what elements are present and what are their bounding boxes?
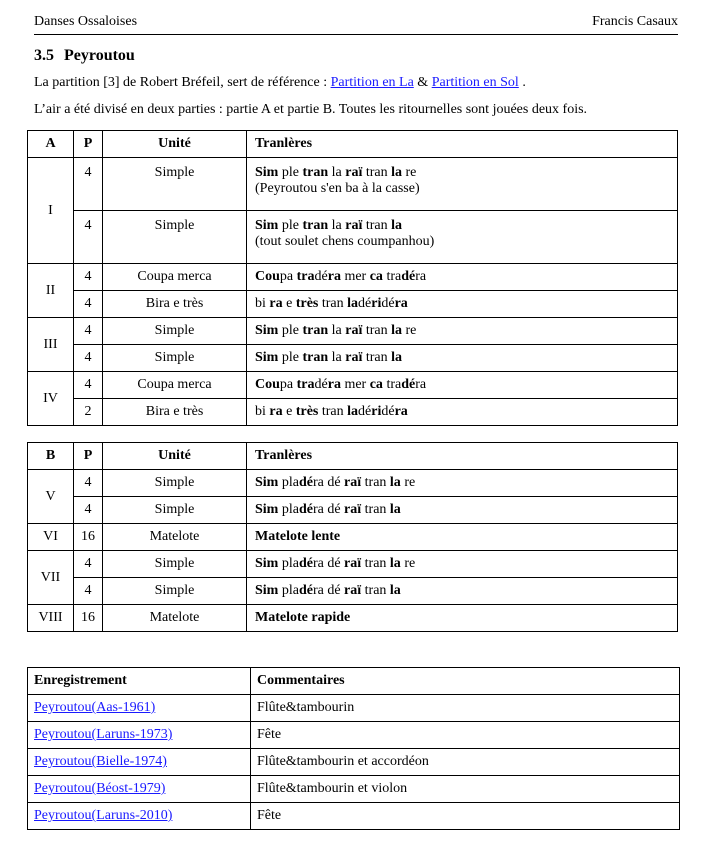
lyric-syllable: Sim xyxy=(255,502,279,517)
lyric-syllable: tran xyxy=(362,350,392,365)
table-part-b xyxy=(27,442,678,632)
tranleres-cell xyxy=(247,399,678,426)
p-cell: 4 xyxy=(74,264,103,291)
col-tranleres: Tranlères xyxy=(247,131,678,158)
tranleres-lyrics xyxy=(255,323,677,339)
lyric-syllable: ra dé xyxy=(312,556,345,571)
p-cell: 16 xyxy=(74,524,103,551)
recording-link[interactable]: Peyroutou(Laruns-2010) xyxy=(34,808,173,823)
col-p: P xyxy=(74,131,103,158)
lyric-syllable: la xyxy=(328,218,346,233)
lyric-syllable: ra xyxy=(327,377,341,392)
comment-cell: Flûte&tambourin et violon xyxy=(251,776,680,803)
table-row xyxy=(28,291,678,318)
tranleres-cell xyxy=(247,605,678,632)
lyric-syllable: la xyxy=(328,323,346,338)
tranleres-cell xyxy=(247,318,678,345)
unite-cell: Coupa merca xyxy=(103,264,247,291)
lyric-syllable: mer xyxy=(340,377,370,392)
lyric-syllable: la xyxy=(391,218,402,233)
tranleres-lyrics xyxy=(255,165,677,181)
lyric-syllable: raï xyxy=(344,556,362,571)
lyric-syllable: Sim xyxy=(255,475,279,490)
lyric-syllable: Cou xyxy=(255,269,280,284)
lyric-syllable: tran xyxy=(302,350,329,365)
tranleres-lyrics xyxy=(255,610,677,626)
unite-cell: Simple xyxy=(103,551,247,578)
table-row xyxy=(28,158,678,211)
table-row xyxy=(28,803,680,830)
lyric-syllable: ra xyxy=(415,269,427,284)
recording-link[interactable]: Peyroutou(Béost-1979) xyxy=(34,781,166,796)
tranleres-cell xyxy=(247,524,678,551)
page-header xyxy=(34,14,678,35)
lyric-syllable: ra xyxy=(269,296,283,311)
table-row xyxy=(28,578,678,605)
tranleres-cell xyxy=(247,345,678,372)
lyric-syllable: tra xyxy=(296,269,315,284)
recording-link[interactable]: Peyroutou(Bielle-1974) xyxy=(34,754,167,769)
table-row xyxy=(28,722,680,749)
p-cell: 4 xyxy=(74,470,103,497)
lyric-syllable: tran xyxy=(318,296,348,311)
lyric-syllable: dé xyxy=(298,583,313,598)
tranleres-lyrics xyxy=(255,404,677,420)
header-right: Francis Casaux xyxy=(592,14,678,29)
lyric-syllable: ra dé xyxy=(312,475,345,490)
intro-amp: & xyxy=(413,75,432,90)
lyric-syllable: ra xyxy=(269,404,283,419)
comment-cell: Flûte&tambourin xyxy=(251,695,680,722)
lyric-syllable: Matelote lente xyxy=(255,529,341,544)
lyric-syllable: ca xyxy=(369,377,383,392)
lyric-syllable: mer xyxy=(340,269,370,284)
intro-prefix: La partition [3] de Robert Bréfeil, sert de référence : xyxy=(34,75,331,90)
lyric-syllable: ra xyxy=(394,296,408,311)
p-cell: 4 xyxy=(74,497,103,524)
p-cell: 4 xyxy=(74,345,103,372)
tranleres-note: (tout soulet chens coumpanhou) xyxy=(255,234,435,249)
table-row xyxy=(28,749,680,776)
table-header-row xyxy=(28,443,678,470)
lyric-syllable: dé xyxy=(401,377,416,392)
lyric-syllable: la xyxy=(391,350,402,365)
lyric-syllable: raï xyxy=(345,218,363,233)
recording-cell xyxy=(28,722,251,749)
header-left: Danses Ossaloises xyxy=(34,14,138,29)
p-cell: 4 xyxy=(74,211,103,264)
col-tranleres: Tranlères xyxy=(247,443,678,470)
tranleres-cell xyxy=(247,578,678,605)
group-label: VIII xyxy=(28,605,74,632)
p-cell: 4 xyxy=(74,372,103,399)
unite-cell: Simple xyxy=(103,158,247,211)
table-row xyxy=(28,264,678,291)
lyric-syllable: ra dé xyxy=(312,583,345,598)
lyric-syllable: la xyxy=(347,404,359,419)
tranleres-lyrics xyxy=(255,377,677,393)
lyric-syllable: ple xyxy=(278,350,303,365)
tranleres-lyrics xyxy=(255,502,677,518)
col-enregistrement: Enregistrement xyxy=(28,668,251,695)
p-cell: 4 xyxy=(74,551,103,578)
lyric-syllable: dé xyxy=(358,404,372,419)
col-unite: Unité xyxy=(103,443,247,470)
tranleres-lyrics xyxy=(255,296,677,312)
tranleres-cell xyxy=(247,497,678,524)
tranleres-cell xyxy=(247,372,678,399)
lyric-syllable: Sim xyxy=(255,165,279,180)
tranleres-lyrics xyxy=(255,218,677,234)
table-row xyxy=(28,345,678,372)
lyric-syllable: bi xyxy=(255,404,270,419)
lyric-syllable: ra xyxy=(394,404,408,419)
lyric-syllable: tran xyxy=(302,218,329,233)
lyric-syllable: pla xyxy=(278,583,299,598)
tranleres-lyrics xyxy=(255,583,677,599)
lyric-syllable: la xyxy=(347,296,359,311)
comment-cell: Fête xyxy=(251,722,680,749)
lyric-syllable: dé xyxy=(298,475,313,490)
unite-cell: Simple xyxy=(103,345,247,372)
lyric-syllable: tra xyxy=(382,377,402,392)
lyric-syllable: tran xyxy=(361,583,390,598)
lyric-syllable: Sim xyxy=(255,350,279,365)
lyric-syllable: e xyxy=(282,404,296,419)
unite-cell: Simple xyxy=(103,470,247,497)
comment-cell: Fête xyxy=(251,803,680,830)
recording-link[interactable]: Peyroutou(Aas-1961) xyxy=(34,700,156,715)
unite-cell: Coupa merca xyxy=(103,372,247,399)
unite-cell: Matelote xyxy=(103,524,247,551)
group-label: VI xyxy=(28,524,74,551)
lyric-syllable: raï xyxy=(345,323,363,338)
table-row xyxy=(28,372,678,399)
lyric-syllable: pa xyxy=(279,377,297,392)
unite-cell: Bira e très xyxy=(103,291,247,318)
recording-link[interactable]: Peyroutou(Laruns-1973) xyxy=(34,727,173,742)
lyric-syllable: la xyxy=(328,165,346,180)
tranleres-lyrics xyxy=(255,529,677,545)
lyric-syllable: raï xyxy=(344,475,362,490)
comment-cell: Flûte&tambourin et accordéon xyxy=(251,749,680,776)
lyric-syllable: dé xyxy=(298,502,313,517)
recording-cell xyxy=(28,803,251,830)
table-header-row xyxy=(28,131,678,158)
lyric-syllable: ri xyxy=(371,404,382,419)
lyric-syllable: tra xyxy=(382,269,402,284)
lyric-syllable: tra xyxy=(296,377,315,392)
lyric-syllable: dé xyxy=(358,296,372,311)
p-cell: 4 xyxy=(74,158,103,211)
lyric-syllable: la xyxy=(389,556,401,571)
recording-cell xyxy=(28,695,251,722)
group-label: V xyxy=(28,470,74,524)
lyric-syllable: la xyxy=(389,475,401,490)
recording-cell xyxy=(28,776,251,803)
lyric-syllable: ra xyxy=(327,269,341,284)
unite-cell: Bira e très xyxy=(103,399,247,426)
lyric-syllable: tran xyxy=(361,475,390,490)
recording-cell xyxy=(28,749,251,776)
table-row xyxy=(28,551,678,578)
lyric-syllable: dé xyxy=(298,556,313,571)
lyric-syllable: pla xyxy=(278,556,299,571)
table-part-a xyxy=(27,130,678,426)
lyric-syllable: ra xyxy=(415,377,427,392)
p-cell: 16 xyxy=(74,605,103,632)
lyric-syllable: raï xyxy=(345,165,363,180)
lyric-syllable: pla xyxy=(278,475,299,490)
section-title xyxy=(34,47,135,65)
lyric-syllable: tran xyxy=(302,323,329,338)
lyric-syllable: très xyxy=(295,404,319,419)
lyric-syllable: ra dé xyxy=(312,502,345,517)
lyric-syllable: tran xyxy=(361,556,390,571)
tranleres-lyrics xyxy=(255,269,677,285)
lyric-syllable: la xyxy=(391,323,402,338)
p-cell: 4 xyxy=(74,291,103,318)
lyric-syllable: très xyxy=(295,296,319,311)
p-cell: 4 xyxy=(74,318,103,345)
intro-line-1 xyxy=(34,75,526,91)
lyric-syllable: tran xyxy=(318,404,348,419)
lyric-syllable: tran xyxy=(362,165,392,180)
lyric-syllable: bi xyxy=(255,296,270,311)
tranleres-cell xyxy=(247,158,678,211)
lyric-syllable: Sim xyxy=(255,556,279,571)
group-label: VII xyxy=(28,551,74,605)
group-label: I xyxy=(28,158,74,264)
table-row xyxy=(28,776,680,803)
group-label: II xyxy=(28,264,74,318)
table-row xyxy=(28,605,678,632)
section-number: 3.5 xyxy=(34,47,54,64)
lyric-syllable: raï xyxy=(345,350,363,365)
tranleres-cell xyxy=(247,291,678,318)
tranleres-lyrics xyxy=(255,556,677,572)
lyric-syllable: ple xyxy=(278,165,303,180)
tranleres-lyrics xyxy=(255,475,677,491)
unite-cell: Simple xyxy=(103,497,247,524)
tranleres-cell xyxy=(247,264,678,291)
col-part: A xyxy=(28,131,74,158)
table-row xyxy=(28,211,678,264)
table-row xyxy=(28,497,678,524)
table-row xyxy=(28,524,678,551)
intro-line-2: L’air a été divisé en deux parties : partie A et partie B. Toutes les ritournelles sont jouées deux fois. xyxy=(34,102,588,117)
lyric-syllable: ple xyxy=(278,218,303,233)
lyric-syllable: la xyxy=(389,502,401,517)
lyric-syllable: Sim xyxy=(255,218,279,233)
unite-cell: Simple xyxy=(103,211,247,264)
group-label: III xyxy=(28,318,74,372)
lyric-syllable: ple xyxy=(278,323,303,338)
col-unite: Unité xyxy=(103,131,247,158)
tranleres-lyrics xyxy=(255,350,677,366)
table-row xyxy=(28,695,680,722)
tranleres-note: (Peyroutou s'en ba à la casse) xyxy=(255,181,420,196)
lyric-syllable: tran xyxy=(362,323,392,338)
table-row xyxy=(28,318,678,345)
p-cell: 2 xyxy=(74,399,103,426)
recordings-table xyxy=(27,667,680,830)
lyric-syllable: re xyxy=(400,475,416,490)
lyric-syllable: Matelote rapide xyxy=(255,610,351,625)
lyric-syllable: pa xyxy=(279,269,297,284)
lyric-syllable: la xyxy=(389,583,401,598)
lyric-syllable: ca xyxy=(369,269,383,284)
table-header-row xyxy=(28,668,680,695)
unite-cell: Matelote xyxy=(103,605,247,632)
unite-cell: Simple xyxy=(103,318,247,345)
lyric-syllable: dé xyxy=(314,377,328,392)
partition-la-link[interactable]: Partition en La xyxy=(330,75,414,90)
lyric-syllable: tran xyxy=(302,165,329,180)
lyric-syllable: dé xyxy=(314,269,328,284)
lyric-syllable: dé xyxy=(381,296,395,311)
col-part: B xyxy=(28,443,74,470)
lyric-syllable: ri xyxy=(371,296,382,311)
tranleres-cell xyxy=(247,551,678,578)
col-commentaires: Commentaires xyxy=(251,668,680,695)
p-cell: 4 xyxy=(74,578,103,605)
intro-suffix: . xyxy=(518,75,526,90)
lyric-syllable: la xyxy=(328,350,346,365)
lyric-syllable: re xyxy=(400,556,416,571)
table-row xyxy=(28,399,678,426)
table-row xyxy=(28,470,678,497)
col-p: P xyxy=(74,443,103,470)
lyric-syllable: tran xyxy=(361,502,390,517)
lyric-syllable: re xyxy=(402,165,417,180)
tranleres-cell xyxy=(247,211,678,264)
lyric-syllable: Sim xyxy=(255,583,279,598)
unite-cell: Simple xyxy=(103,578,247,605)
lyric-syllable: Cou xyxy=(255,377,280,392)
lyric-syllable: la xyxy=(391,165,402,180)
tranleres-cell xyxy=(247,470,678,497)
lyric-syllable: dé xyxy=(401,269,416,284)
partition-sol-link[interactable]: Partition en Sol xyxy=(431,75,519,90)
section-name: Peyroutou xyxy=(64,47,135,64)
group-label: IV xyxy=(28,372,74,426)
lyric-syllable: raï xyxy=(344,583,362,598)
lyric-syllable: pla xyxy=(278,502,299,517)
lyric-syllable: dé xyxy=(381,404,395,419)
lyric-syllable: raï xyxy=(344,502,362,517)
lyric-syllable: tran xyxy=(362,218,392,233)
lyric-syllable: re xyxy=(402,323,417,338)
lyric-syllable: e xyxy=(282,296,296,311)
lyric-syllable: Sim xyxy=(255,323,279,338)
